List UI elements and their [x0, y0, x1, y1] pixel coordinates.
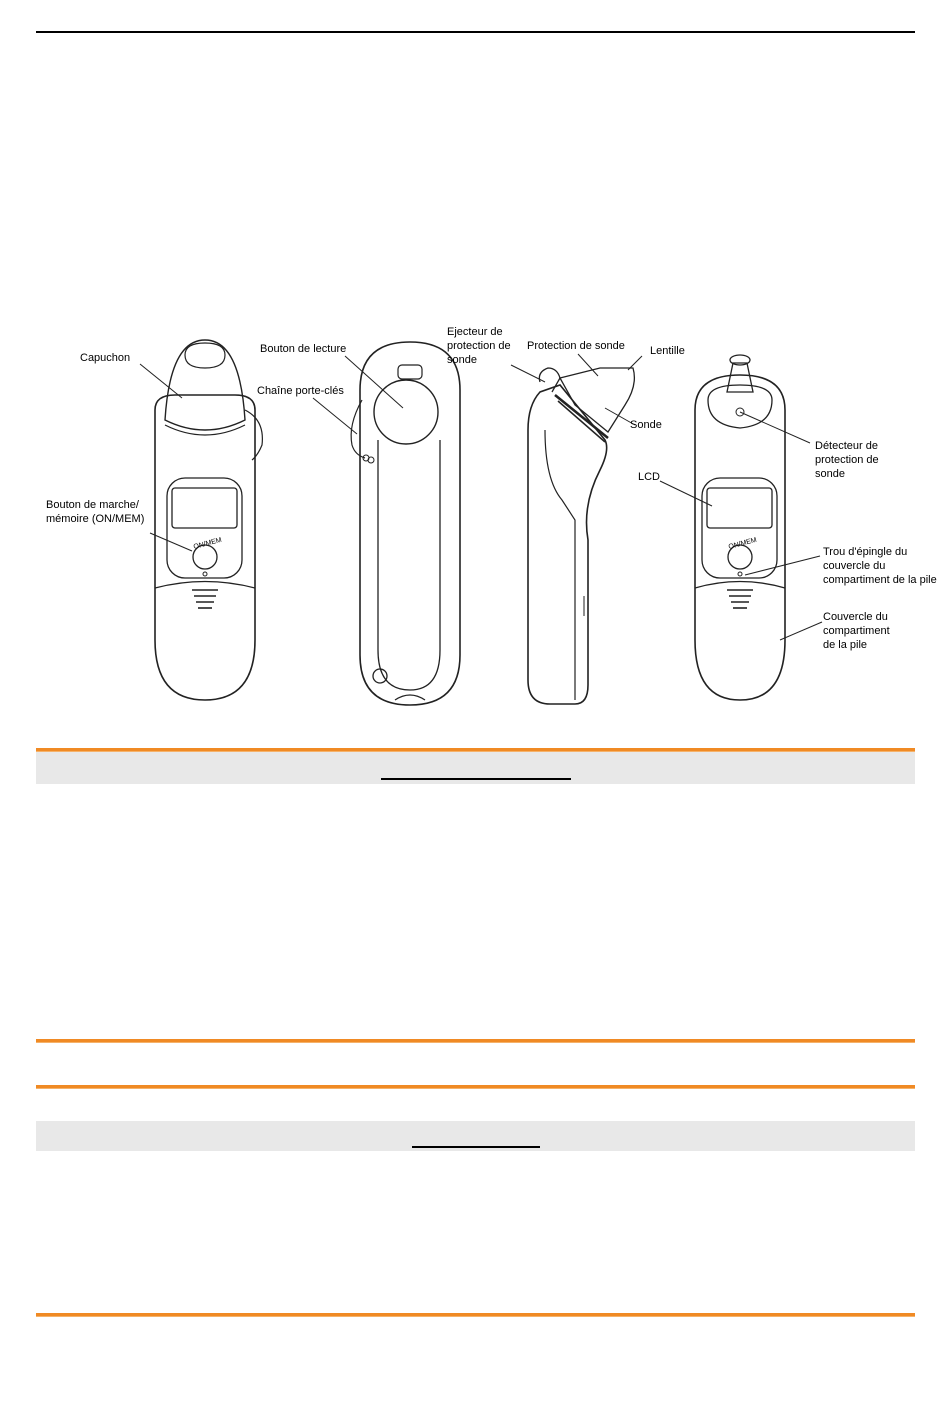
section-header-2 [36, 1121, 915, 1151]
section-rule-4 [36, 1313, 915, 1317]
label-capuchon: Capuchon [80, 352, 131, 364]
label-ejecteur-1: Ejecteur de [447, 326, 503, 338]
device-front-with-cap [155, 340, 262, 700]
device-back-view [351, 342, 460, 705]
label-couvercle-1: Couvercle du [823, 611, 888, 623]
section-header-1 [36, 752, 915, 784]
label-trou-1: Trou d'épingle du [823, 546, 908, 558]
label-sonde: Sonde [630, 419, 662, 431]
device-side-view [528, 368, 634, 704]
label-trou-2: couvercle du [823, 560, 886, 572]
on-mem-label-nocap: ON/MEM [727, 536, 758, 551]
label-ejecteur-3: sonde [447, 354, 477, 366]
label-lcd: LCD [638, 471, 661, 483]
thermometer-diagram [0, 300, 950, 720]
label-chaine: Chaîne porte-clés [257, 385, 344, 397]
label-bouton-lecture: Bouton de lecture [260, 343, 347, 355]
device-front-no-cap [695, 355, 785, 700]
label-detecteur-3: sonde [815, 468, 845, 480]
label-lentille: Lentille [650, 345, 685, 357]
label-detecteur-2: protection de [815, 454, 879, 466]
label-trou-3: compartiment de la pile [823, 574, 937, 586]
section-header-1-underline [381, 778, 571, 780]
section-rule-3 [36, 1085, 915, 1089]
top-rule [36, 31, 915, 33]
label-couvercle-2: compartiment [823, 625, 890, 637]
on-mem-label-front: ON/MEM [192, 536, 223, 551]
label-protection-sonde: Protection de sonde [527, 340, 625, 352]
section-header-2-underline [412, 1146, 540, 1148]
label-couvercle-3: de la pile [823, 639, 868, 651]
label-bouton-marche-1: Bouton de marche/ [46, 499, 139, 511]
label-bouton-marche-2: mémoire (ON/MEM) [46, 513, 145, 525]
label-ejecteur-2: protection de [447, 340, 511, 352]
label-detecteur-1: Détecteur de [815, 440, 878, 452]
section-rule-2 [36, 1039, 915, 1043]
